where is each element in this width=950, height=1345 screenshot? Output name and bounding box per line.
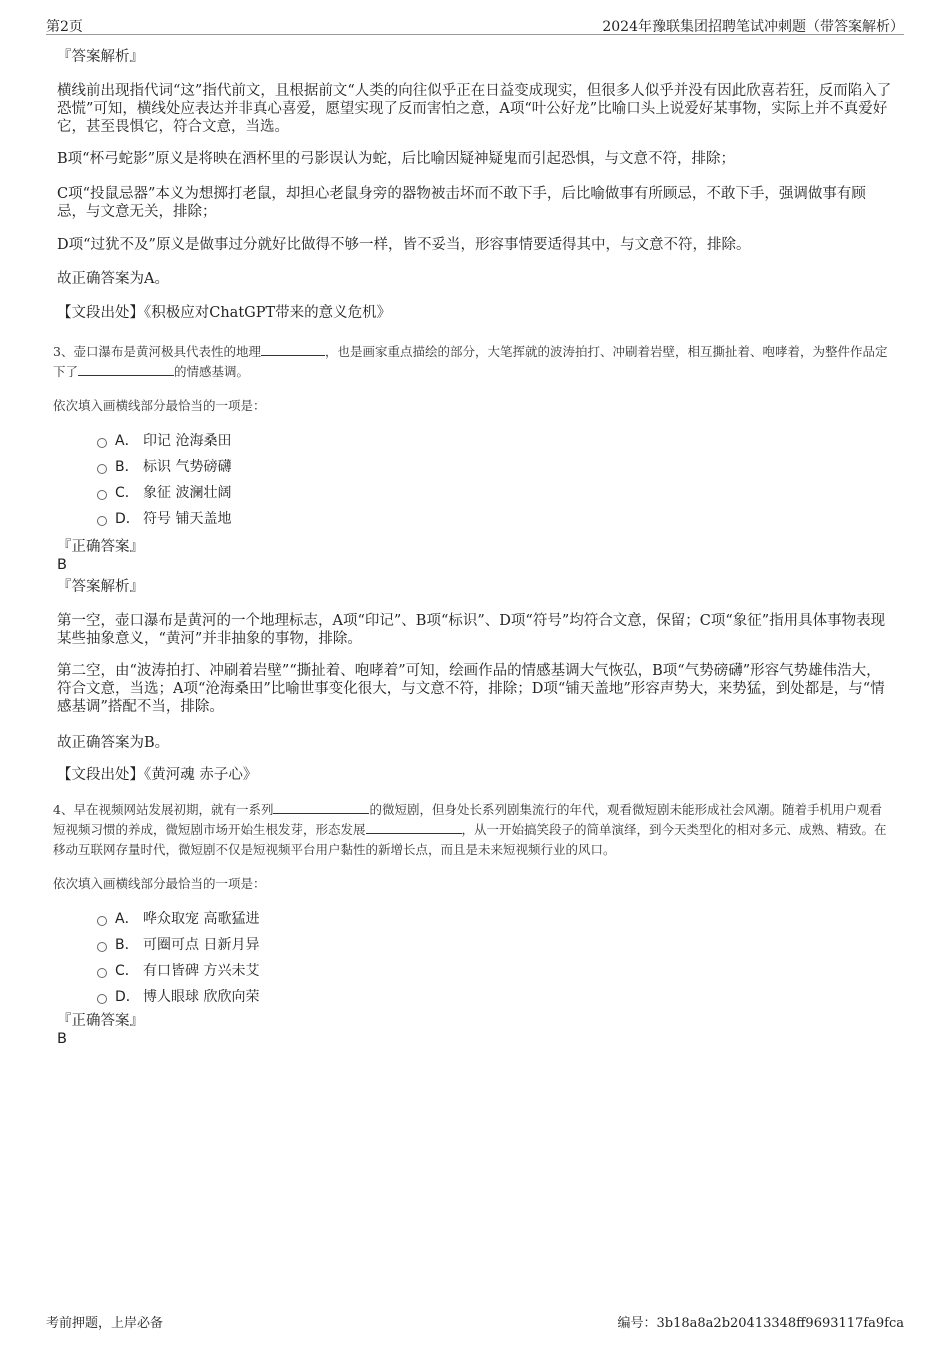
page-footer <box>46 1312 904 1332</box>
q3-source: 【文段出处】《黄河魂 赤子心》 <box>57 767 258 783</box>
q3-answer: B <box>57 557 67 573</box>
q3-analysis-para1: 第一空，壶口瀑布是黄河的一个地理标志，A项“印记”、B项“标识”、D项“符号”均符合文意，保留；C项“象征”指用具体事物表现某些抽象意义，“黄河”并非抽象的事物，排除。 <box>57 613 886 647</box>
footer-slogan: 考前押题，上岸必备 <box>46 1316 164 1331</box>
footer-serial: 编号：3b18a8a2b20413348ff9693117fa9fca <box>617 1316 904 1331</box>
q2-conclusion: 故正确答案为A。 <box>57 271 169 287</box>
radio-icon[interactable] <box>97 490 107 500</box>
radio-icon[interactable] <box>97 968 107 978</box>
document-title: 2024年豫联集团招聘笔试冲刺题（带答案解析） <box>602 19 904 35</box>
q3-blank-1 <box>261 343 325 356</box>
radio-icon[interactable] <box>97 438 107 448</box>
q3-instruction: 依次填入画横线部分最恰当的一项是： <box>53 398 266 413</box>
q4-stem: 4、早在视频网站发展初期，就有一系列 的微短剧，但身处长系列剧集流行的年代，观看微短剧未能形成社会风潮。随着手机用户观看短视频习惯的养成，微短剧市场开始生根发芽，形态发展 ，从一开始搞笑段子的简单演绎，到今天类型化的相对多元、成熟、精致。在移动互联网存量时代，微短剧不仅是短视频平台用户黏性的新增长点，而且是未来短视频行业的风口。 <box>53 802 887 857</box>
radio-icon[interactable] <box>97 916 107 926</box>
q4-answer: B <box>57 1031 67 1047</box>
radio-icon[interactable] <box>97 942 107 952</box>
q4-option-d[interactable]: D． 博人眼球 欣欣向荣 <box>97 984 259 1010</box>
page-number: 第2页 <box>46 19 83 35</box>
q3-conclusion: 故正确答案为B。 <box>57 735 170 751</box>
q2-analysis-label: 『答案解析』 <box>57 49 144 65</box>
radio-icon[interactable] <box>97 516 107 526</box>
q4-option-c[interactable]: C． 有口皆碑 方兴未艾 <box>97 958 259 984</box>
q2-source: 【文段出处】《积极应对ChatGPT带来的意义危机》 <box>57 305 392 321</box>
q3-option-a[interactable]: A． 印记 沧海桑田 <box>97 428 231 454</box>
radio-icon[interactable] <box>97 994 107 1004</box>
q2-analysis-para4: D项“过犹不及”原义是做事过分就好比做得不够一样，皆不妥当，形容事情要适得其中，与文意不符，排除。 <box>57 237 751 253</box>
q4-blank-2 <box>366 821 462 834</box>
page-header <box>46 14 904 35</box>
q4-answer-label: 『正确答案』 <box>57 1013 144 1029</box>
q3-stem: 3、壶口瀑布是黄河极具代表性的地理 ，也是画家重点描绘的部分，大笔挥就的波涛拍打、冲刷着岩壁，相互撕扯着、咆哮着，为整件作品定下了 的情感基调。 <box>53 344 888 379</box>
q3-blank-2 <box>78 363 174 376</box>
q2-analysis-para1: 横线前出现指代词“这”指代前文，且根据前文“人类的向往似乎正在日益变成现实，但很多人似乎并没有因此欣喜若狂，反而陷入了恐慌”可知，横线处应表达并非真心喜爱，愿望实现了反而害怕之意，A项“叶公好龙”比喻口头上说爱好某事物，实际上并不真爱好它，甚至畏惧它，符合文意，当选。 <box>57 83 892 135</box>
q4-option-b[interactable]: B． 可圈可点 日新月异 <box>97 932 259 958</box>
q3-option-d[interactable]: D． 符号 铺天盖地 <box>97 506 231 532</box>
q3-analysis-para2: 第二空，由“波涛拍打、冲刷着岩壁”“撕扯着、咆哮着”可知，绘画作品的情感基调大气恢弘，B项“气势磅礴”形容气势雄伟浩大，符合文意，当选；A项“沧海桑田”比喻世事变化很大，与文意不符，排除；D项“铺天盖地”形容声势大，来势猛，到处都是，与“情感基调”搭配不当，排除。 <box>57 663 885 715</box>
q2-analysis-para2: B项“杯弓蛇影”原义是将映在酒杯里的弓影误认为蛇，后比喻因疑神疑鬼而引起恐惧，与文意不符，排除； <box>57 151 735 167</box>
radio-icon[interactable] <box>97 464 107 474</box>
q4-instruction: 依次填入画横线部分最恰当的一项是： <box>53 876 266 891</box>
q2-analysis-para3: C项“投鼠忌器”本义为想掷打老鼠，却担心老鼠身旁的器物被击坏而不敢下手，后比喻做事有所顾忌，不敢下手，强调做事有顾忌，与文意无关，排除； <box>57 186 866 220</box>
q3-options <box>97 428 231 532</box>
q4-blank-1 <box>273 801 369 814</box>
q3-answer-label: 『正确答案』 <box>57 539 144 555</box>
q4-options <box>97 906 259 1010</box>
q4-option-a[interactable]: A． 哗众取宠 高歌猛进 <box>97 906 259 932</box>
q3-option-b[interactable]: B． 标识 气势磅礴 <box>97 454 231 480</box>
q3-option-c[interactable]: C． 象征 波澜壮阔 <box>97 480 231 506</box>
q3-analysis-label: 『答案解析』 <box>57 579 144 595</box>
